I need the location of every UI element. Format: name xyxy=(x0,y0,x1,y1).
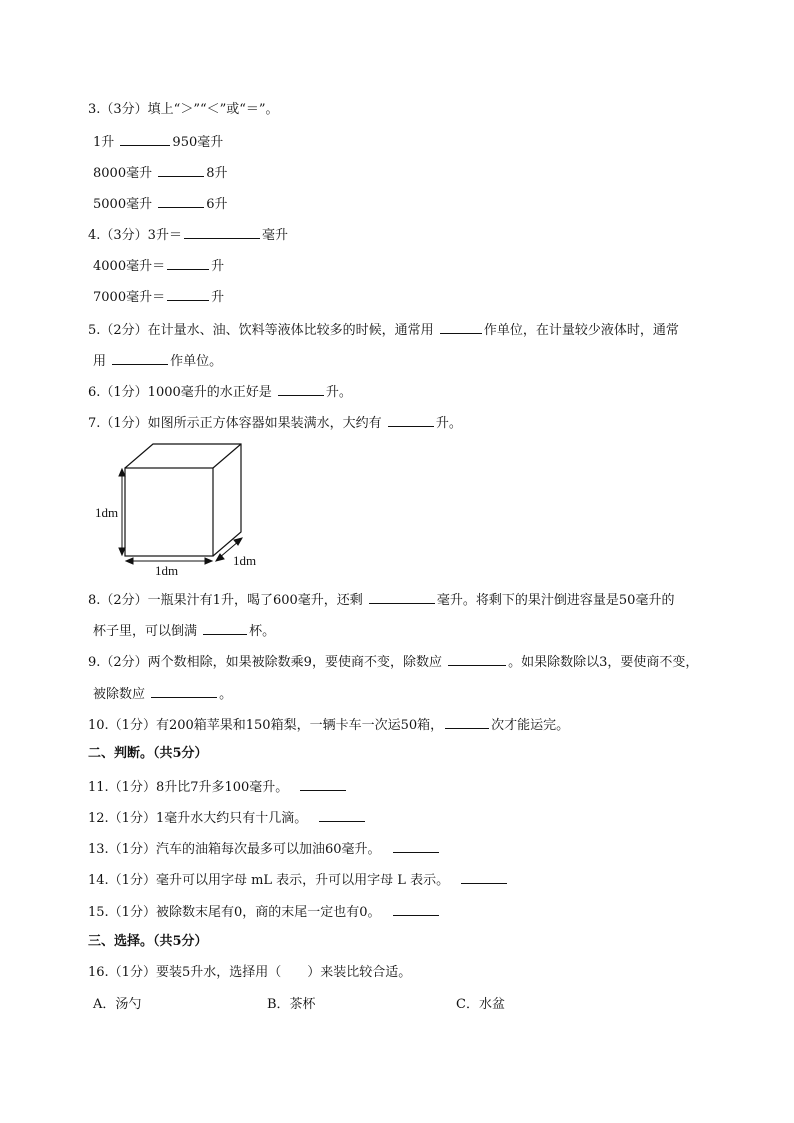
cube-top-right-edge xyxy=(213,444,241,468)
answer-blank[interactable] xyxy=(300,777,346,791)
question-10: 10.（1分）有200箱苹果和150箱梨，一辆卡车一次运50箱， 次才能运完。 xyxy=(88,715,569,735)
answer-blank[interactable] xyxy=(393,839,439,853)
answer-blank[interactable] xyxy=(369,590,435,604)
cube-figure xyxy=(93,441,263,581)
question-5-line-1: 5.（2分）在计量水、油、饮料等液体比较多的时候，通常用 作单位，在计量较少液体时，通常 xyxy=(88,320,679,340)
q4-item-1: 4000毫升＝ 升 xyxy=(93,256,224,276)
answer-blank[interactable] xyxy=(203,621,247,635)
question-9-line-1: 9.（2分）两个数相除，如果被除数乘9，要使商不变，除数应 。如果除数除以3，要使商不变， xyxy=(88,652,698,672)
answer-blank[interactable] xyxy=(448,652,506,666)
answer-blank[interactable] xyxy=(158,163,204,177)
q16-option-b[interactable]: B．茶杯 xyxy=(267,997,316,1012)
answer-blank[interactable] xyxy=(388,413,434,427)
answer-blank[interactable] xyxy=(151,684,217,698)
cube-front-face xyxy=(125,468,213,556)
q16-option-a[interactable]: A．汤勺 xyxy=(93,997,142,1012)
question-9-line-2: 被除数应 。 xyxy=(93,684,232,704)
question-11: 11.（1分）8升比7升多100毫升。 xyxy=(88,777,348,797)
answer-blank[interactable] xyxy=(112,351,168,365)
question-4: 4.（3分）3升＝ 毫升 xyxy=(88,225,288,245)
section-heading-judgment: 二、判断。（共5分） xyxy=(88,746,208,761)
section-heading-choice: 三、选择。（共5分） xyxy=(88,934,208,949)
question-6: 6.（1分）1000毫升的水正好是 升。 xyxy=(88,382,352,402)
answer-blank[interactable] xyxy=(319,808,365,822)
q3-item-3: 5000毫升 6升 xyxy=(93,194,228,214)
question-15: 15.（1分）被除数末尾有0，商的末尾一定也有0。 xyxy=(88,902,441,922)
question-7: 7.（1分）如图所示正方体容器如果装满水，大约有 升。 xyxy=(88,413,462,433)
question-13: 13.（1分）汽车的油箱每次最多可以加油60毫升。 xyxy=(88,839,441,859)
answer-blank[interactable] xyxy=(184,225,260,239)
answer-blank[interactable] xyxy=(461,870,507,884)
answer-blank[interactable] xyxy=(167,287,209,301)
question-14: 14.（1分）毫升可以用字母 mL 表示，升可以用字母 L 表示。 xyxy=(88,870,509,890)
left-dimension-label: 1dm xyxy=(95,505,119,520)
q3-item-2: 8000毫升 8升 xyxy=(93,163,228,183)
q16-option-c[interactable]: C．水盆 xyxy=(456,997,505,1012)
question-12: 12.（1分）1毫升水大约只有十几滴。 xyxy=(88,808,367,828)
answer-blank[interactable] xyxy=(445,715,489,729)
answer-blank[interactable] xyxy=(167,256,209,270)
question-16: 16.（1分）要装5升水，选择用（ ）来装比较合适。 xyxy=(88,965,412,980)
q4-item-2: 7000毫升＝ 升 xyxy=(93,287,224,307)
answer-blank[interactable] xyxy=(393,902,439,916)
cube-back-edges xyxy=(125,444,241,556)
cube-diagram xyxy=(93,441,263,581)
question-5-line-2: 用 作单位。 xyxy=(93,351,222,371)
question-8-line-1: 8.（2分）一瓶果汁有1升，喝了600毫升，还剩 毫升。将剩下的果汁倒进容量是50毫升的 xyxy=(88,590,674,610)
q3-item-1: 1升 950毫升 xyxy=(93,132,223,152)
depth-dimension-label: 1dm xyxy=(233,553,257,568)
answer-blank[interactable] xyxy=(158,194,204,208)
question-3: 3.（3分）填上“＞”“＜”或“＝”。 xyxy=(88,102,279,117)
question-8-line-2: 杯子里，可以倒满 杯。 xyxy=(93,621,275,641)
answer-blank[interactable] xyxy=(440,320,482,334)
answer-blank[interactable] xyxy=(278,382,324,396)
bottom-dimension-label: 1dm xyxy=(155,563,179,578)
answer-blank[interactable] xyxy=(120,132,170,146)
